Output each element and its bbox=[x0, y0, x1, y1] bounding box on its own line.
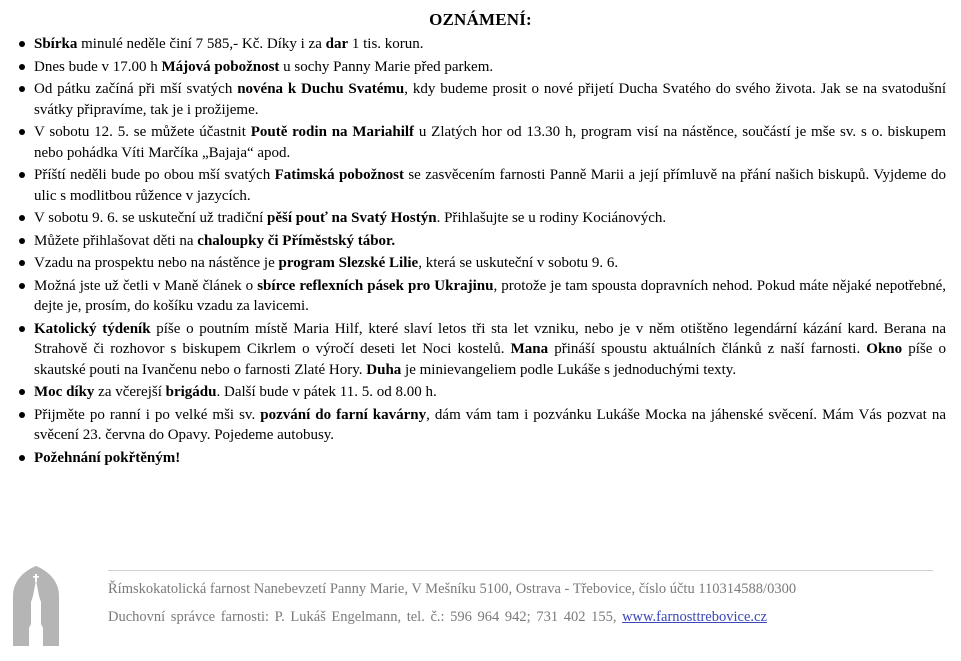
item-text: Od pátku začíná při mší svatých bbox=[34, 81, 238, 97]
bullet-icon bbox=[19, 260, 25, 266]
item-text: . Další bude v pátek 11. 5. od 8.00 h. bbox=[216, 384, 437, 400]
bold-text: Mana bbox=[510, 341, 549, 357]
bullet-icon bbox=[19, 412, 25, 418]
bold-text: Duha bbox=[366, 361, 402, 378]
footer-contact-text: Duchovní správce farnosti: P. Lukáš Engelmann, tel. č.: 596 964 942; 731 402 155, bbox=[108, 609, 623, 625]
list-item bbox=[14, 165, 946, 206]
item-text: minulé neděle činí 7 585,- Kč. Díky i za bbox=[77, 36, 326, 52]
item-text: přináší spoustu aktuálních článků z naší farnosti. bbox=[548, 341, 867, 357]
bold-text: Moc díky bbox=[34, 384, 95, 400]
bullet-icon bbox=[19, 283, 25, 289]
item-text: , dám vám tam i pozvánku Lukáše Mocka na jáhenské svěcení. Mám Vás pozvat na svěcení 23. června do Opavy. Pojedeme autobusy. bbox=[34, 406, 946, 443]
item-text: píše o poutním místě Maria Hilf, které slaví letos tři sta let vzniku, nebo je v něm otištěno legendární kázání kard. Berana na Strahově či rozhovor s biskupem Cikrlem o výročí deseti let Noci kostelů. bbox=[34, 320, 946, 357]
bold-text: pěší pouť na Svatý Hostýn bbox=[267, 210, 437, 226]
bold-text: dar bbox=[325, 36, 349, 52]
item-text: píše o skautské pouti na Ivančenu nebo o farnosti Zlaté Hory. bbox=[34, 341, 946, 378]
list-item bbox=[14, 79, 946, 120]
page-title: OZNÁMENÍ: bbox=[429, 10, 532, 29]
item-text: 1 tis. korun. bbox=[348, 36, 424, 52]
item-text: Přijměte po ranní i po velké mši sv. bbox=[34, 406, 261, 423]
item-text: . Přihlašujte se u rodiny Kociánových. bbox=[436, 210, 667, 226]
list-item bbox=[14, 448, 946, 469]
item-text: , protože je tam spousta dopravních nehod. Pokud máte nějaké nepotřebné, dejte je, prosím, do košíku vzadu za lavicemi. bbox=[34, 277, 946, 314]
list-item bbox=[14, 276, 946, 317]
list-item bbox=[14, 57, 946, 78]
item-text: se zasvěcením farnosti Panně Marii a její přímluvě na přání našich biskupů. Vyjdeme do ulic s modlitbou růžence v jazycích. bbox=[34, 167, 946, 204]
list-item bbox=[14, 405, 946, 446]
bold-text: Katolický týdeník bbox=[34, 320, 151, 337]
bullet-icon bbox=[19, 238, 25, 244]
item-text: V sobotu 9. 6. se uskuteční už tradiční bbox=[34, 210, 268, 226]
item-text: u Zlatých hor od 13.30 h, program visí na nástěnce, součástí je mše sv. s o. biskupem nebo pohádka Víti Marčíka „Bajaja“ apod. bbox=[34, 124, 946, 161]
item-text: Možná jste už četli v Maně článek o bbox=[34, 277, 258, 294]
item-text: Příští neděli bude po obou mší svatých bbox=[34, 167, 275, 183]
website-link[interactable]: www.farnosttrebovice.cz bbox=[622, 609, 767, 625]
item-text: Dnes bude v 17.00 h bbox=[34, 58, 162, 75]
bold-text: Požehnání pokřtěným! bbox=[34, 449, 181, 466]
bold-text: Fatimská pobožnost bbox=[274, 167, 404, 183]
bullet-icon bbox=[19, 86, 25, 92]
list-item bbox=[14, 208, 946, 229]
list-item bbox=[14, 34, 946, 55]
bold-text: Májová pobožnost bbox=[161, 58, 280, 75]
item-text: , kdy budeme prosit o nové přijetí Ducha Svatého do svého života. Jak se na svatodušní svátky připravíme, tak je i prožijeme. bbox=[34, 81, 946, 118]
list-item bbox=[14, 253, 946, 274]
list-item bbox=[14, 319, 946, 381]
footer-address: Římskokatolická farnost Nanebevzetí Panny Marie, V Mešníku 5100, Ostrava - Třebovice, číslo účtu 110314588/0300 bbox=[108, 581, 797, 597]
item-text: Můžete přihlašovat děti na bbox=[34, 232, 198, 249]
bold-text: sbírce reflexních pásek pro Ukrajinu bbox=[257, 277, 494, 294]
bold-text: chaloupky či Příměstský tábor. bbox=[197, 232, 396, 249]
bold-text: brigádu bbox=[165, 384, 217, 400]
footer-contact bbox=[108, 609, 767, 626]
list-item bbox=[14, 122, 946, 163]
item-text: , která se uskuteční v sobotu 9. 6. bbox=[418, 255, 619, 271]
bullet-icon bbox=[19, 215, 25, 221]
bullet-icon bbox=[19, 129, 25, 135]
bold-text: novéna k Duchu Svatému bbox=[237, 81, 405, 97]
bullet-icon bbox=[19, 326, 25, 332]
bold-text: program Slezské Lilie bbox=[278, 255, 419, 271]
item-text: je minievangeliem podle Lukáše s jednoduchými texty. bbox=[401, 361, 737, 378]
bullet-icon bbox=[19, 172, 25, 178]
list-item bbox=[14, 231, 946, 252]
item-text: u sochy Panny Marie před parkem. bbox=[279, 58, 494, 75]
bold-text: pozvání do farní kavárny bbox=[260, 406, 427, 423]
bold-text: Poutě rodin na Mariahilf bbox=[250, 124, 415, 140]
bullet-icon bbox=[19, 455, 25, 461]
bullet-icon bbox=[19, 389, 25, 395]
church-logo-icon bbox=[10, 566, 62, 646]
item-text: Vzadu na prospektu nebo na nástěnce je bbox=[34, 255, 279, 271]
bold-text: Okno bbox=[866, 341, 903, 357]
list-item bbox=[14, 382, 946, 403]
item-text: V sobotu 12. 5. se můžete účastnit bbox=[34, 124, 251, 140]
bullet-icon bbox=[19, 64, 25, 70]
bullet-icon bbox=[19, 41, 25, 47]
announcement-list bbox=[14, 34, 946, 470]
bold-text: Sbírka bbox=[34, 36, 78, 52]
item-text: za včerejší bbox=[94, 384, 166, 400]
footer-divider bbox=[108, 570, 933, 571]
